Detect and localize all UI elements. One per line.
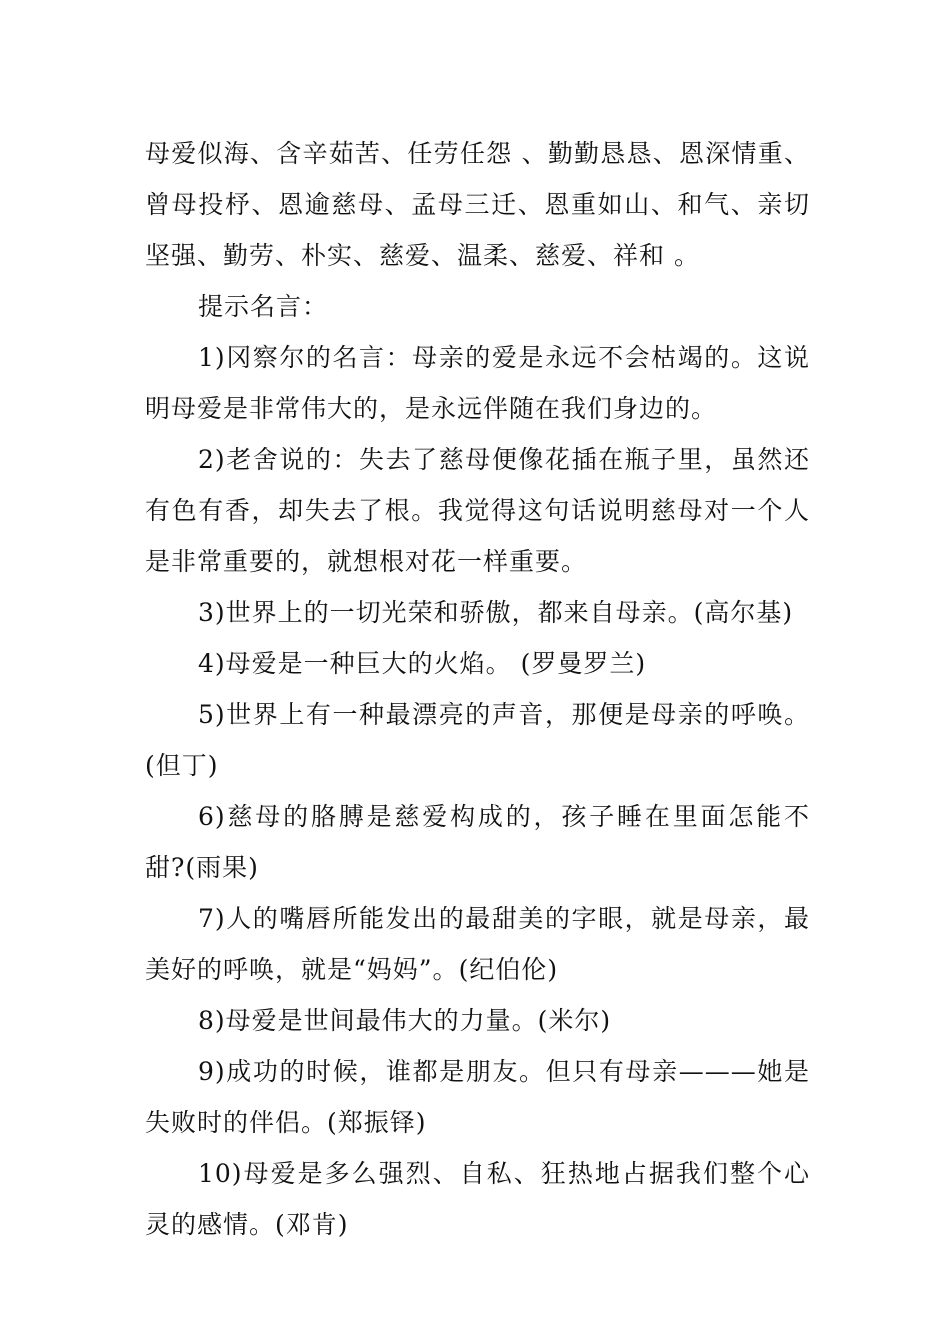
quotes-heading: 提示名言：: [198, 292, 329, 321]
quote-item-1: 1)冈察尔的名言：母亲的爱是永远不会枯竭的。这说明母爱是非常伟大的，是永远伴随在我们身边的。: [145, 343, 810, 423]
quote-item-6: 6)慈母的胳膊是慈爱构成的，孩子睡在里面怎能不甜?(雨果): [145, 802, 810, 882]
document-body: [145, 128, 810, 1250]
synonym-paragraph: 母爱似海、含辛茹苦、任劳任怨 、勤勤恳恳、恩深情重、曾母投杼、恩逾慈母、孟母三迁、恩重如山、和气、亲切坚强、勤劳、朴实、慈爱、温柔、慈爱、祥和 。: [145, 139, 810, 270]
quote-item-8: 8)母爱是世间最伟大的力量。(米尔): [198, 1006, 612, 1035]
quote-item-2: 2)老舍说的：失去了慈母便像花插在瓶子里，虽然还有色有香，却失去了根。我觉得这句话说明慈母对一个人是非常重要的，就想根对花一样重要。: [145, 445, 810, 576]
quote-item-5: 5)世界上有一种最漂亮的声音，那便是母亲的呼唤。(但丁): [145, 700, 810, 780]
quote-item-3: 3)世界上的一切光荣和骄傲，都来自母亲。(高尔基): [198, 598, 794, 627]
quote-item-10: 10)母爱是多么强烈、自私、狂热地占据我们整个心灵的感情。(邓肯): [145, 1159, 810, 1239]
quote-item-7: 7)人的嘴唇所能发出的最甜美的字眼，就是母亲，最美好的呼唤，就是“妈妈”。(纪伯伦): [145, 904, 810, 984]
quote-item-4: 4)母爱是一种巨大的火焰。 (罗曼罗兰): [198, 649, 647, 678]
quote-item-9: 9)成功的时候，谁都是朋友。但只有母亲———她是失败时的伴侣。(郑振铎): [145, 1057, 810, 1137]
